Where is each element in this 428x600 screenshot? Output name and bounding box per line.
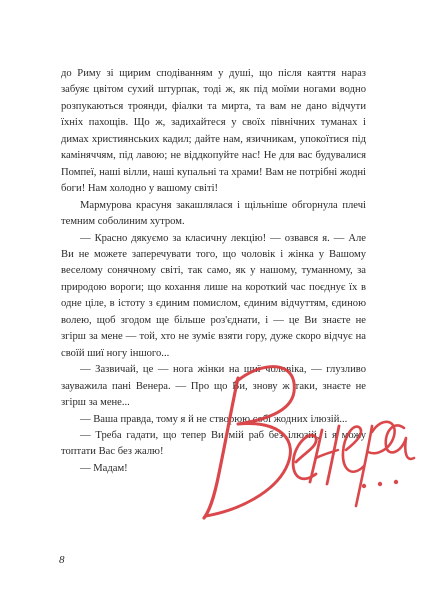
paragraph-2: Мармурова красуня закашлялася і щільніше обгорнула плечі темним соболиним хутром. xyxy=(61,199,366,228)
paragraph-6: — Треба гадати, що тепер Ви мій раб без ілюзій, і я можу топтати Вас без жалю! xyxy=(61,429,366,458)
paragraph-4: — Зазвичай, це — нога жінки на шиї чоловіка, — глузливо зауважила пані Венера. — Про що Ви, знову ж таки, знаєте не згірш за мене... xyxy=(61,364,366,409)
body-text xyxy=(61,66,366,477)
page-number: 8 xyxy=(59,554,65,566)
paragraph-7: — Мадам! xyxy=(80,462,128,474)
paragraph-5: — Ваша правда, тому я й не створюю собі жодних ілюзій... xyxy=(80,413,348,425)
paragraph-1: до Риму зі щирим сподіванням у душі, що після каяття нараз забуяє цвітом сухий штурпак, тоді ж, як під моїми ногами водно розпукаються троянди, фіалки та мирта, та вам не дано відчути їхніх пахощів. Що ж, задихайтеся у своїх північних туманах і димах християнських кадил; дайте нам, язичникам, упокоїтися під каміняччям, під лавою; не віддкопуйте нас! Не для вас будувалися Помпеї, наші вілли, наші купальні та храми! Вам не потрібні жодні боги! Нам холодно у вашому світі! xyxy=(61,68,366,195)
paragraph-3: — Красно дякуємо за класичну лекцію! — озвався я. — Але Ви не можете заперечувати того, що чоловік і жінка у Вашому веселому сонячному світі, так само, як у нашому, туманному, за природою вороги; що кохання лише на короткий час поєднує їх в одне ціле, в істоту з єдиним помислом, єдиним відчуттям, єдиною волею, щоб згодом ще більше роз'єднати, і — це Ви знаєте не згірш за мене — той, хто не зуміє взяти гору, дуже скоро відчує на своїй шиї ногу іншого... xyxy=(61,232,366,359)
